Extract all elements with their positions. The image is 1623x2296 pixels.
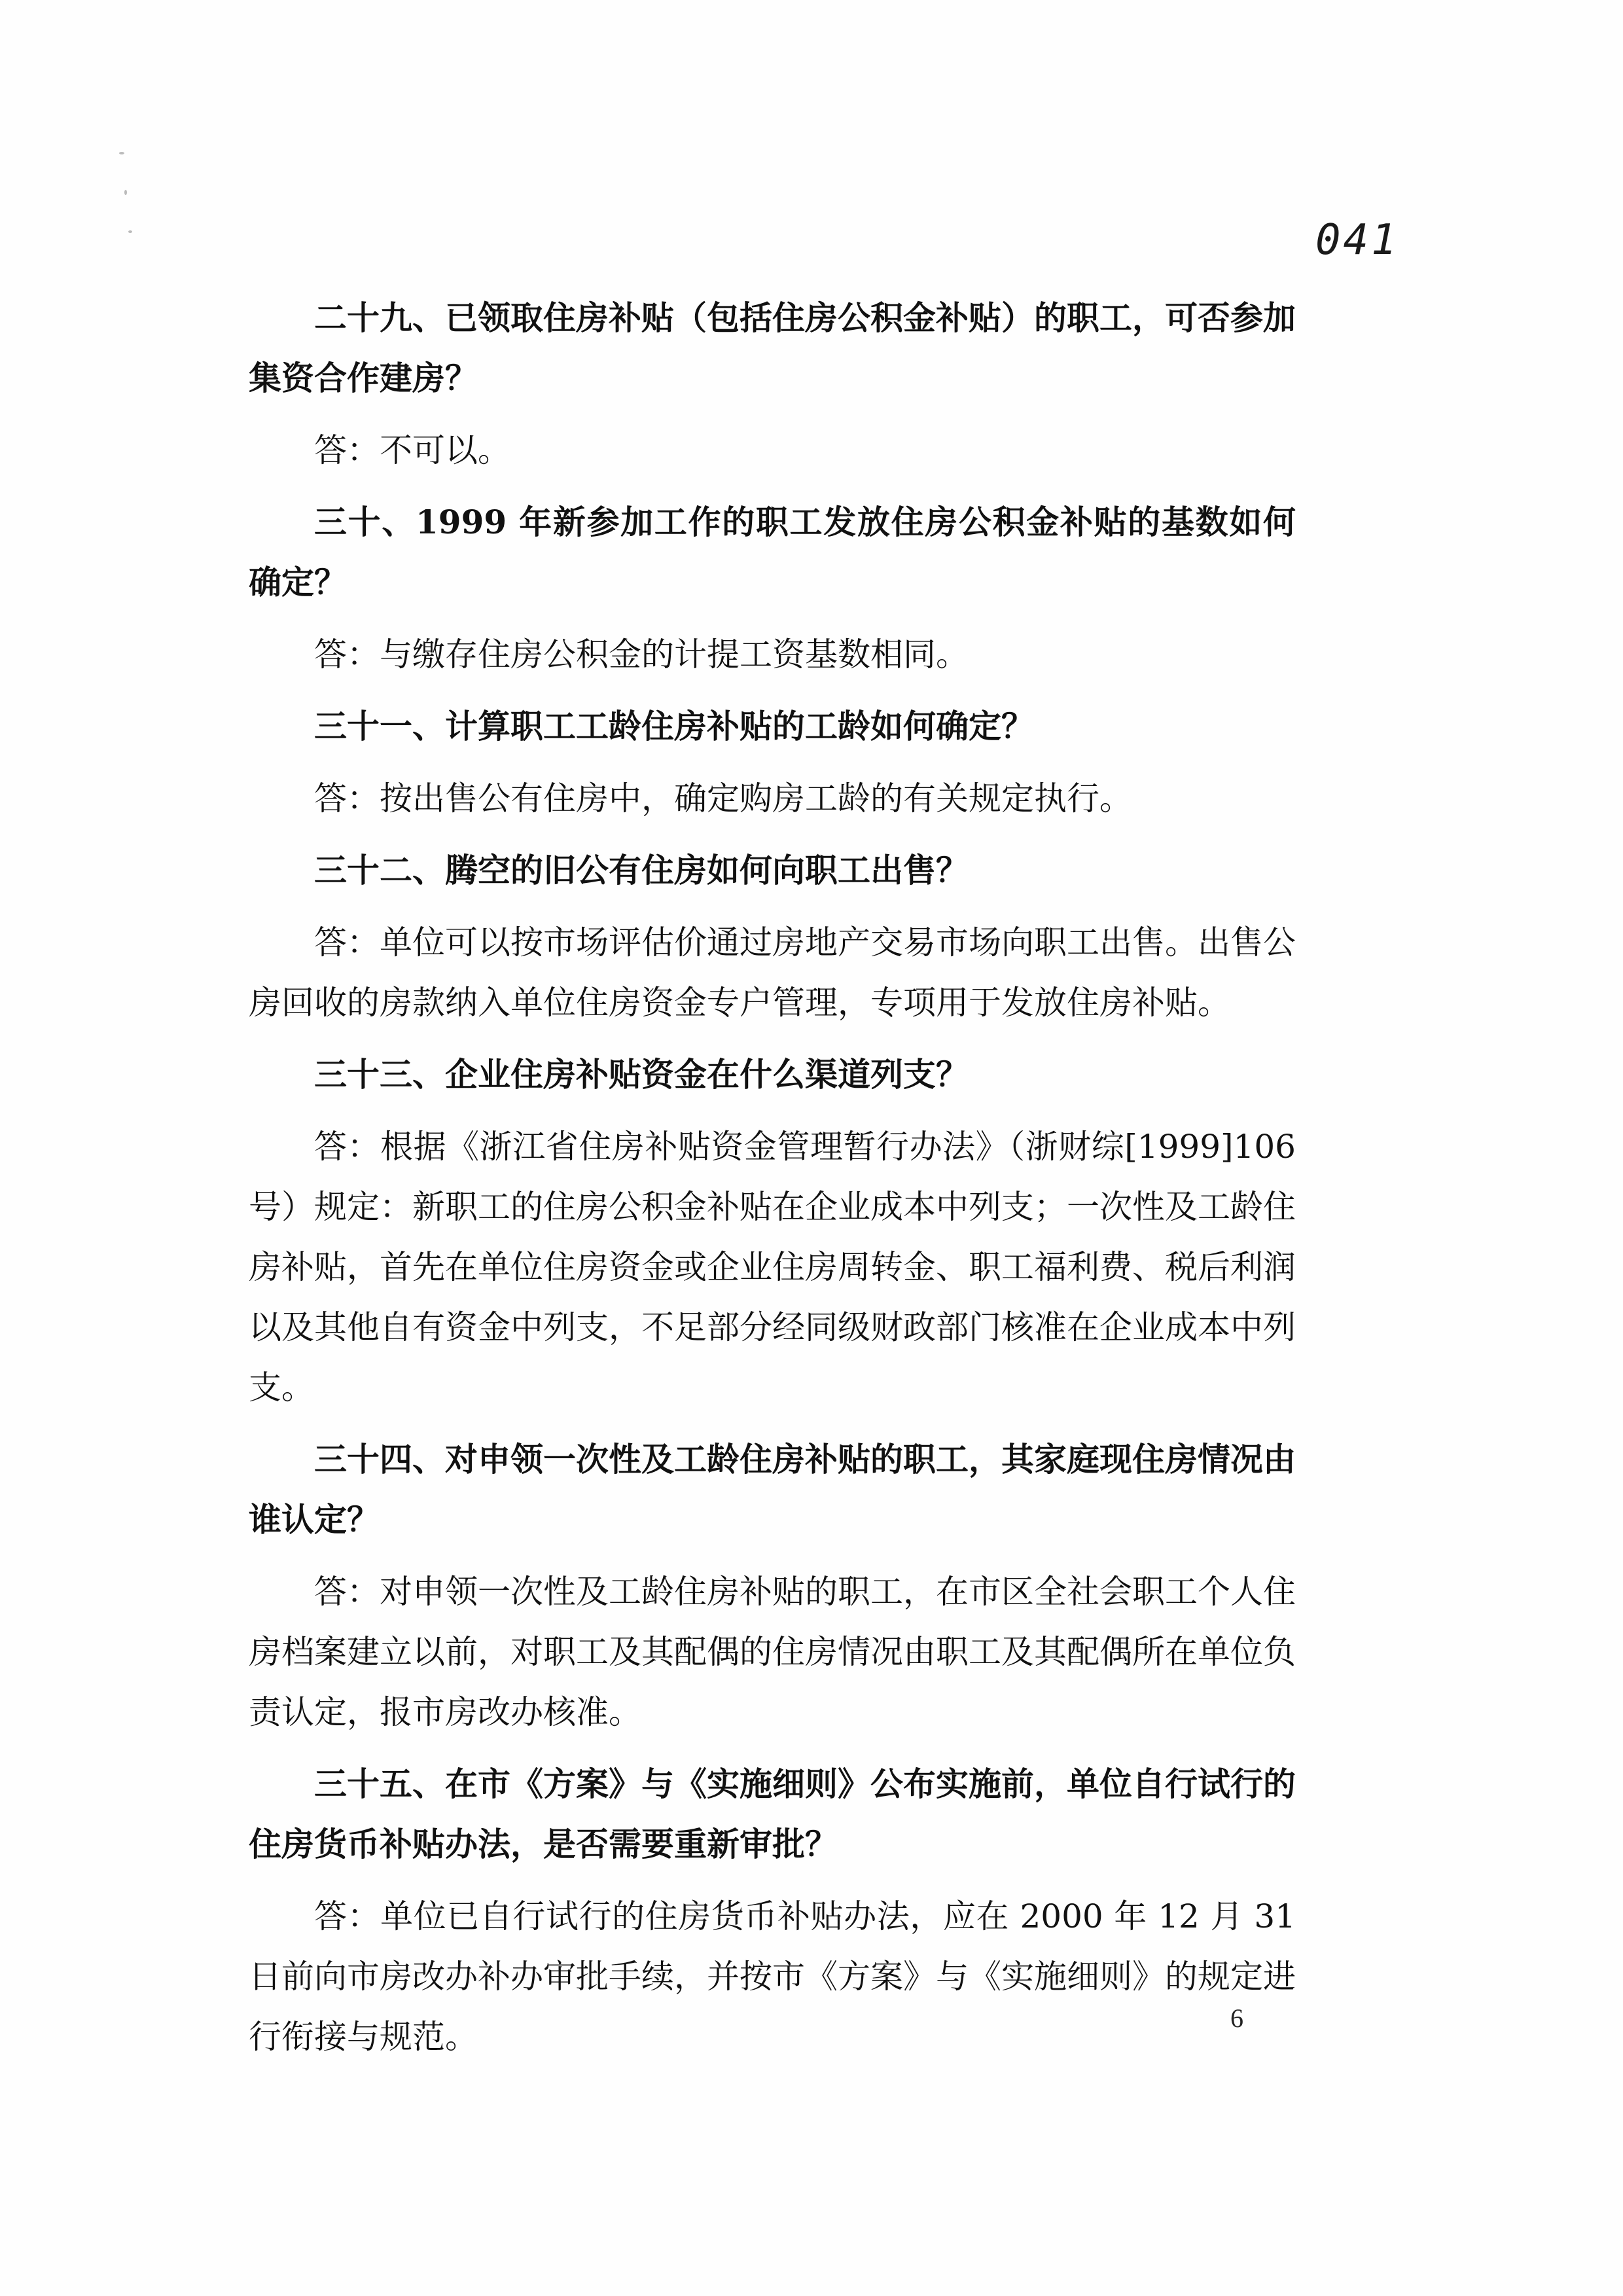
question-34: 三十四、对申领一次性及工龄住房补贴的职工，其家庭现住房情况由谁认定？ — [249, 1440, 1296, 1539]
answer-31: 答：按出售公有住房中，确定购房工龄的有关规定执行。 — [314, 780, 1132, 817]
question-35: 三十五、在市《方案》与《实施细则》公布实施前，单位自行试行的住房货币补贴办法，是否需要重新审批？ — [249, 1765, 1296, 1863]
question-30: 三十、1999 年新参加工作的职工发放住房公积金补贴的基数如何确定？ — [249, 503, 1296, 601]
scan-speck — [119, 152, 124, 154]
question-29: 二十九、已领取住房补贴（包括住房公积金补贴）的职工，可否参加集资合作建房？ — [249, 298, 1296, 397]
scan-speck — [128, 230, 132, 233]
document-body — [249, 288, 1296, 2079]
page-number: 6 — [1230, 2003, 1243, 2033]
answer-35: 答：单位已自行试行的住房货币补贴办法，应在 2000 年 12 月 31 日前向市房改办补办审批手续，并按市《方案》与《实施细则》的规定进行衔接与规范。 — [249, 1897, 1296, 2056]
answer-34: 答：对申领一次性及工龄住房补贴的职工，在市区全社会职工个人住房档案建立以前，对职工及其配偶的住房情况由职工及其配偶所在单位负责认定，报市房改办核准。 — [249, 1573, 1296, 1731]
answer-29: 答：不可以。 — [314, 431, 510, 469]
answer-32: 答：单位可以按市场评估价通过房地产交易市场向职工出售。出售公房回收的房款纳入单位住房资金专户管理，专项用于发放住房补贴。 — [249, 924, 1296, 1022]
archive-stamp: 041 — [1315, 216, 1399, 264]
answer-33: 答：根据《浙江省住房补贴资金管理暂行办法》（浙财综[1999]106 号）规定：新职工的住房公积金补贴在企业成本中列支；一次性及工龄住房补贴，首先在单位住房资金或企业住房周转金、职工福利费、税后利润以及其他自有资金中列支，不足部分经同级财政部门核准在企业成本中列支。 — [249, 1128, 1296, 1407]
scan-speck — [124, 190, 127, 195]
question-31: 三十一、计算职工工龄住房补贴的工龄如何确定？ — [314, 707, 1034, 745]
question-32: 三十二、腾空的旧公有住房如何向职工出售？ — [314, 851, 969, 889]
answer-30: 答：与缴存住房公积金的计提工资基数相同。 — [314, 636, 969, 673]
question-33: 三十三、企业住房补贴资金在什么渠道列支？ — [314, 1055, 969, 1094]
